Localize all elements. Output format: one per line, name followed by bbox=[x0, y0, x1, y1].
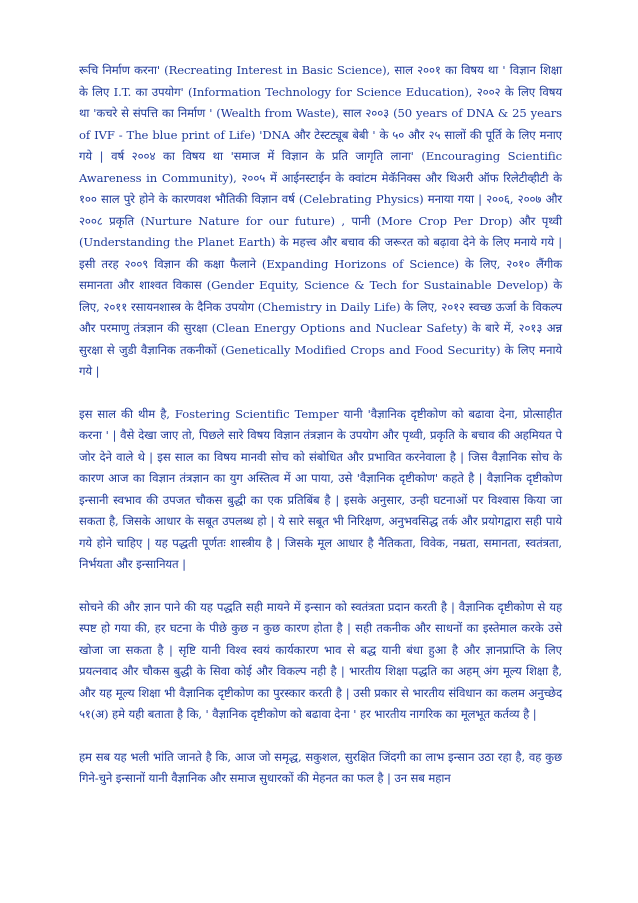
paragraph-continuation: हम सब यह भली भांति जानते है कि, आज जो समृद्ध, सकुशल, सुरक्षित जिंदगी का लाभ इन्सान उठा रहा है, वह कुछ गिने-चुने इन्सानों यानी वैज्ञानिक और समाज सुधारकों की मेहनत का फल है | उन सब महान bbox=[79, 749, 562, 785]
paragraph-science-day-themes: रूचि निर्माण करना' (Recreating Interest in Basic Science), साल २००१ का विषय था ' विज्ञान शिक्षा के लिए I.T. का उपयोग' (Information Technology for Science Education), २००२ के लिए विषय था 'कचरे से संपत्ति का निर्माण ' (Wealth from Waste), साल २००३ (50 years of DNA & 25 years of IVF - The blue print of Life) 'DNA और टेस्टट्यूब बेबी ' के ५० और २५ सालों की पूर्ति के लिए मनाए गये | वर्ष २००४ का विषय था 'समाज में विज्ञान के प्रति जागृति लाना' (Encouraging Scientific Awareness in Community), २००५ में आईनस्टाईन के क्वांटम मेकॅनिक्स और थिअरी ऑफ रिलेटीव्हीटी के १०० साल पुरे होने के कारणवश भौतिकी विज्ञान वर्ष (Celebrating Physics) मनाया गया | २००६, २००७ और २००८ प्रकृति (Nurture Nature for our future) , पानी (More Crop Per Drop) और पृथ्वी (Understanding the Planet Earth) के महत्त्व और बचाव की जरूरत को बढ़ावा देने के लिए मनाये गये | इसी तरह २००९ विज्ञान की कक्षा फैलाने (Expanding Horizons of Science) के लिए, २०१० लैंगीक समानता और शाश्वत विकास (Gender Equity, Science & Tech for Sustainable Develop) के लिए, २०११ रसायनशास्त्र के दैनिक उपयोग (Chemistry in Daily Life) के लिए, २०१२ स्वच्छ ऊर्जा के विकल्प और परमाणु तंत्रज्ञान की सुरक्षा (Clean Energy Options and Nuclear Safety) के बारे में, २०१३ अन्न सुरक्षा से जुडी वैज्ञानिक तकनीकों (Genetically Modified Crops and Food Security) के लिए मनाये गये | bbox=[79, 63, 562, 378]
paragraph-scientific-temper: इस साल की थीम है, Fostering Scientific Temper यानी 'वैज्ञानिक दृष्टीकोण को बढावा देना, प्रोत्साहीत करना ' | वैसे देखा जाए तो, पिछले सारे विषय विज्ञान तंत्रज्ञान के उपयोग और पृथ्वी, प्रकृति के बचाव की अहमियत पे जोर देने वाले थे | इस साल का विषय मानवी सोच को संबोधित और प्रभावित करनेवाला है | जिस वैज्ञानिक सोच के कारण आज का विज्ञान तंत्रज्ञान का युग अस्तित्व में आ पाया, उसे 'वैज्ञानिक दृष्टीकोण' कहते है | वैज्ञानिक दृष्टीकोण इन्सानी स्वभाव की उपजत चौकस बुद्धी का एक प्रतिबिंब है | इसके अनुसार, उन्ही घटनाओं पर विश्वास किया जा सकता है, जिसके आधार के सबूत उपलब्ध हो | ये सारे सबूत भी निरिक्षण, अनुभवसिद्ध तर्क और प्रयोगद्वारा सही पाये गये होने चाहिए | यह पद्धती पूर्णतः शास्त्रीय है | जिसके मूल आधार है नैतिकता, विवेक, नम्रता, समानता, स्वतंत्रता, निर्भयता और इन्सानियत | bbox=[79, 406, 562, 571]
paragraph-knowledge-method: सोचने की और ज्ञान पाने की यह पद्धति सही मायने में इन्सान को स्वतंत्रता प्रदान करती है | वैज्ञानिक दृष्टीकोण से यह स्पष्ट हो गया की, हर घटना के पीछे कुछ न कुछ कारण होता है | सही तकनीक और साधनों का इस्तेमाल करके उसे खोजा जा सकता है | सृष्टि यानी विश्व स्वयं कार्यकारण भाव से बद्ध यानी बंधा हुआ है और ज्ञानप्राप्ति के लिए प्रयत्नवाद और चौकस बुद्धी के सिवा कोई और विकल्प नही है | भारतीय शिक्षा पद्धति का अहम् अंग मूल्य शिक्षा है, और यह मूल्य शिक्षा भी वैज्ञानिक दृष्टीकोण का पुरस्कार करती है | उसी प्रकार से भारतीय संविधान का कलम अनुच्छेद ५१(अ) हमे यही बताता है कि, ' वैज्ञानिक दृष्टीकोण को बढावा देना ' हर भारतीय नागरिक का मूलभूत कर्तव्य है | bbox=[79, 599, 562, 721]
document-page bbox=[79, 60, 562, 790]
